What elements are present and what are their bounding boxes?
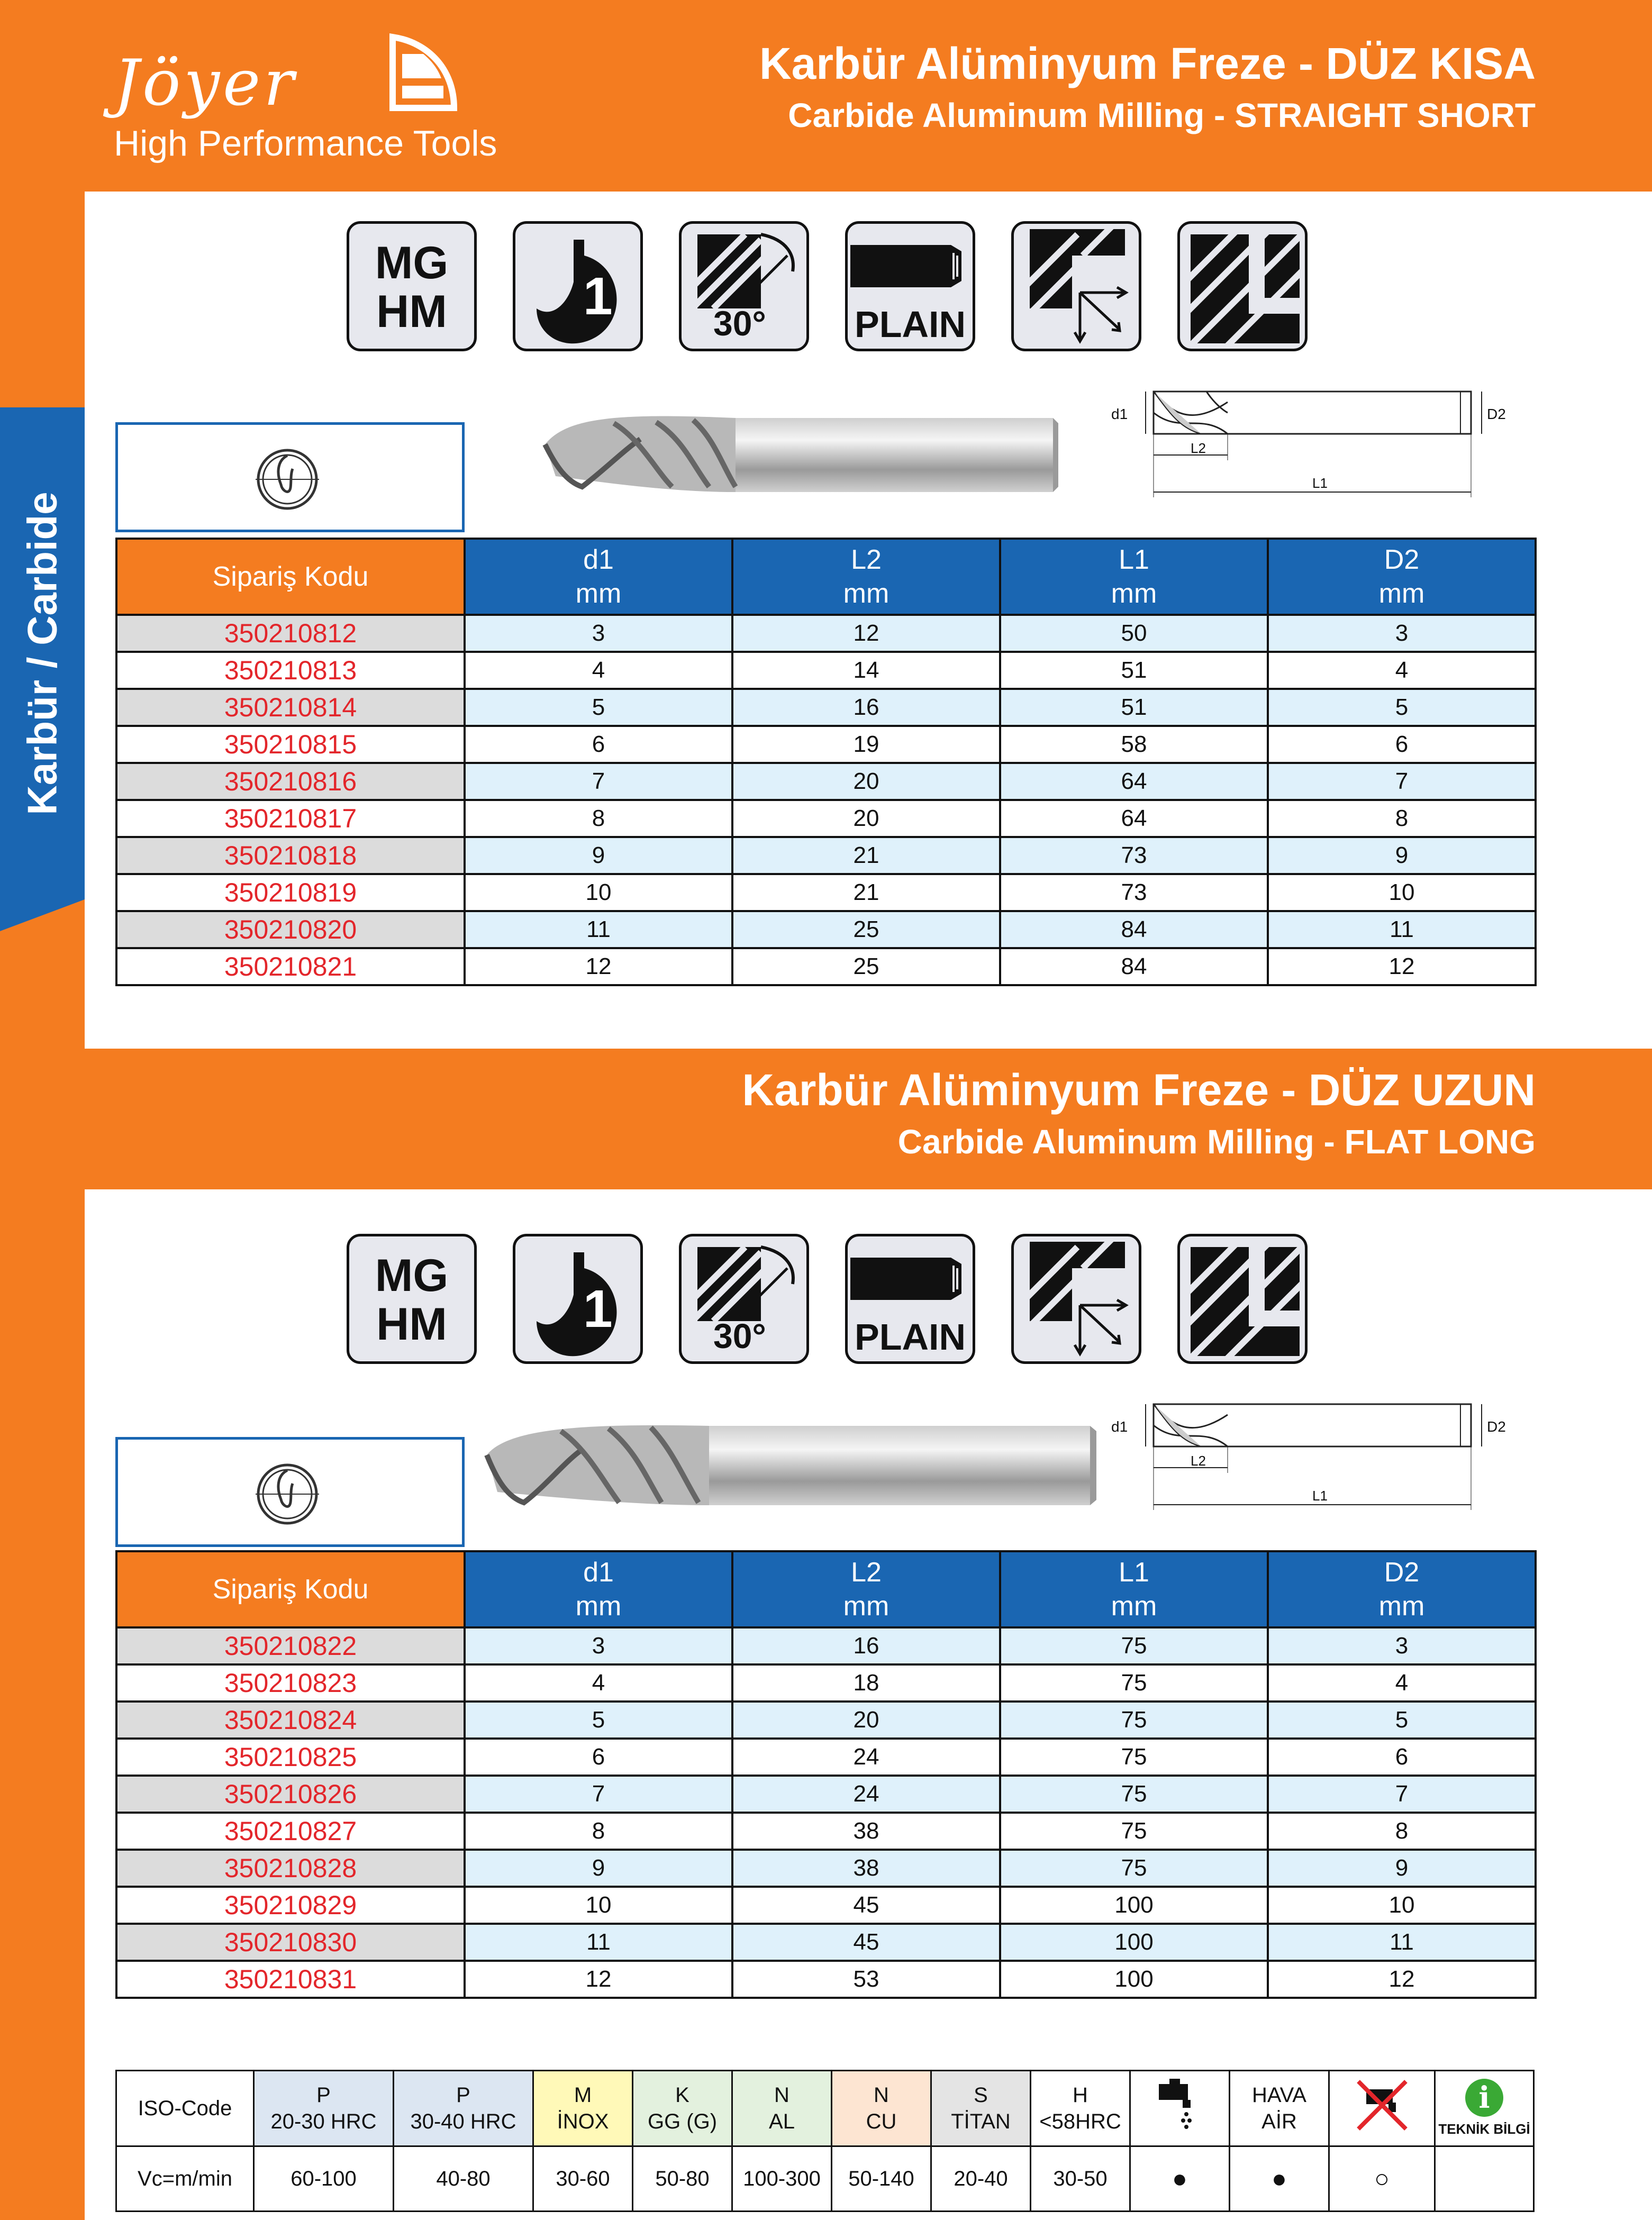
iso-col-s: S TİTAN — [931, 2071, 1031, 2146]
iso-col-p2: P 30-40 HRC — [394, 2071, 533, 2146]
section2-icon-row — [347, 1234, 1308, 1364]
l2-cell: 16 — [732, 689, 1000, 726]
d1-cell: 10 — [465, 1887, 732, 1924]
order-code-cell: 350210812 — [116, 615, 465, 652]
side-tab-corner — [0, 899, 85, 931]
technical-info-cell — [1435, 2071, 1534, 2146]
section1-spec-table — [115, 538, 1537, 986]
header-order-code: Sipariş Kodu — [116, 1551, 465, 1627]
l1-cell: 100 — [1000, 1961, 1268, 1998]
l1-cell: 64 — [1000, 800, 1268, 837]
table-row — [116, 615, 1536, 652]
l1-cell: 75 — [1000, 1813, 1268, 1850]
iso-col-n-al: N AL — [732, 2071, 832, 2146]
plain-shank-icon: PLAIN — [845, 1234, 975, 1364]
section2-title-en: Carbide Aluminum Milling - FLAT LONG — [897, 1123, 1536, 1161]
l2-cell: 38 — [732, 1813, 1000, 1850]
d2-cell: 4 — [1268, 1664, 1536, 1702]
section2-dimension-diagram — [1101, 1394, 1556, 1521]
l2-cell: 12 — [732, 615, 1000, 652]
side-tab — [0, 407, 85, 899]
order-code-cell: 350210828 — [116, 1850, 465, 1887]
l2-cell: 25 — [732, 911, 1000, 948]
section2-title-tr: Karbür Alüminyum Freze - DÜZ UZUN — [742, 1065, 1536, 1115]
side-tab-label: Karbür / Carbide — [19, 492, 66, 815]
d2-cell: 7 — [1268, 763, 1536, 800]
l2-cell: 21 — [732, 874, 1000, 911]
vc-k: 50-80 — [633, 2146, 732, 2212]
d1-cell: 3 — [465, 615, 732, 652]
table-row — [116, 1739, 1536, 1776]
vc-n-cu: 50-140 — [832, 2146, 931, 2212]
l2-cell: 16 — [732, 1627, 1000, 1664]
d1-cell: 4 — [465, 652, 732, 689]
d1-cell: 3 — [465, 1627, 732, 1664]
table-row — [116, 652, 1536, 689]
order-code-cell: 350210813 — [116, 652, 465, 689]
d2-cell: 10 — [1268, 874, 1536, 911]
slotting-icon — [1177, 221, 1308, 351]
no-coolant-icon — [1350, 2076, 1414, 2134]
section1-dimension-diagram — [1101, 381, 1556, 508]
table-header-row — [116, 539, 1536, 615]
iso-cutting-speed-table — [115, 2070, 1535, 2212]
header-d2: D2 mm — [1268, 1551, 1536, 1627]
l1-cell: 50 — [1000, 615, 1268, 652]
header-l1: L1 mm — [1000, 539, 1268, 615]
air-cell: HAVA AİR — [1230, 2071, 1329, 2146]
table-row — [116, 800, 1536, 837]
coolant-icon-cell — [1130, 2071, 1230, 2146]
header-d2: D2 mm — [1268, 539, 1536, 615]
order-code-cell: 350210814 — [116, 689, 465, 726]
d1-cell: 10 — [465, 874, 732, 911]
vc-p1: 60-100 — [254, 2146, 394, 2212]
d2-cell: 8 — [1268, 1813, 1536, 1850]
d2-cell: 7 — [1268, 1776, 1536, 1813]
l2-label: L2 — [1191, 1453, 1206, 1469]
d1-cell: 9 — [465, 837, 732, 874]
table-row — [116, 763, 1536, 800]
d1-cell: 4 — [465, 1664, 732, 1702]
d1-cell: 11 — [465, 911, 732, 948]
header-order-code: Sipariş Kodu — [116, 539, 465, 615]
technical-info-label: TEKNİK BİLGİ — [1438, 2121, 1530, 2137]
table-row — [116, 948, 1536, 985]
d1-cell: 8 — [465, 800, 732, 837]
l2-cell: 21 — [732, 837, 1000, 874]
l2-cell: 18 — [732, 1664, 1000, 1702]
d1-label: d1 — [1111, 406, 1128, 422]
l1-cell: 100 — [1000, 1887, 1268, 1924]
d1-cell: 7 — [465, 763, 732, 800]
table-row — [116, 1850, 1536, 1887]
order-code-cell: 350210819 — [116, 874, 465, 911]
section2-tool-image — [476, 1413, 1101, 1518]
d1-cell: 5 — [465, 1702, 732, 1739]
air-suitable-mark: ● — [1230, 2146, 1329, 2212]
order-code-cell: 350210831 — [116, 1961, 465, 1998]
section2-spec-table — [115, 1550, 1537, 1999]
order-code-cell: 350210824 — [116, 1702, 465, 1739]
l2-cell: 20 — [732, 1702, 1000, 1739]
iso-code-row — [116, 2071, 1534, 2146]
plain-shank-icon: PLAIN — [845, 221, 975, 351]
l1-cell: 100 — [1000, 1924, 1268, 1961]
section1-tool-image — [534, 407, 1064, 503]
vc-m: 30-60 — [533, 2146, 633, 2212]
d1-cell: 8 — [465, 1813, 732, 1850]
l1-cell: 75 — [1000, 1664, 1268, 1702]
order-code-cell: 350210818 — [116, 837, 465, 874]
d2-label: D2 — [1487, 1418, 1506, 1435]
d1-cell: 12 — [465, 1961, 732, 1998]
d2-cell: 5 — [1268, 1702, 1536, 1739]
d1-cell: 7 — [465, 1776, 732, 1813]
single-flute-icon: 1 — [513, 1234, 643, 1364]
d2-cell: 9 — [1268, 837, 1536, 874]
order-code-cell: 350210829 — [116, 1887, 465, 1924]
l2-cell: 38 — [732, 1850, 1000, 1887]
header-l2: L2 mm — [732, 1551, 1000, 1627]
info-empty — [1435, 2146, 1534, 2212]
section2-profile-box — [115, 1437, 465, 1547]
iso-col-m: M İNOX — [533, 2071, 633, 2146]
l1-label: L1 — [1312, 1488, 1328, 1504]
section1-title-en: Carbide Aluminum Milling - STRAIGHT SHORT — [788, 96, 1536, 134]
table-row — [116, 1961, 1536, 1998]
order-code-cell: 350210821 — [116, 948, 465, 985]
coolant-icon — [1154, 2076, 1206, 2134]
l2-label: L2 — [1191, 440, 1206, 456]
order-code-cell: 350210822 — [116, 1627, 465, 1664]
coolant-suitable-mark: ● — [1130, 2146, 1230, 2212]
l2-cell: 53 — [732, 1961, 1000, 1998]
helix-angle-icon: 30° — [679, 1234, 809, 1364]
header-d1: d1 mm — [465, 1551, 732, 1627]
iso-col-p1: P 20-30 HRC — [254, 2071, 394, 2146]
d2-cell: 8 — [1268, 800, 1536, 837]
section1-title-tr: Karbür Alüminyum Freze - DÜZ KISA — [759, 39, 1536, 88]
order-code-cell: 350210817 — [116, 800, 465, 837]
iso-col-k: K GG (G) — [633, 2071, 732, 2146]
l2-cell: 19 — [732, 726, 1000, 763]
d1-cell: 11 — [465, 1924, 732, 1961]
order-code-cell: 350210820 — [116, 911, 465, 948]
dry-icon-cell — [1329, 2071, 1435, 2146]
table-row — [116, 689, 1536, 726]
l1-cell: 73 — [1000, 837, 1268, 874]
order-code-cell: 350210815 — [116, 726, 465, 763]
l1-cell: 75 — [1000, 1739, 1268, 1776]
material-icon: MG HM — [347, 221, 477, 351]
vc-p2: 40-80 — [394, 2146, 533, 2212]
d2-cell: 12 — [1268, 948, 1536, 985]
d1-cell: 6 — [465, 1739, 732, 1776]
table-row — [116, 837, 1536, 874]
l1-cell: 75 — [1000, 1702, 1268, 1739]
d1-cell: 5 — [465, 689, 732, 726]
l2-cell: 25 — [732, 948, 1000, 985]
l2-cell: 24 — [732, 1739, 1000, 1776]
header-l1: L1 mm — [1000, 1551, 1268, 1627]
d2-cell: 11 — [1268, 911, 1536, 948]
header-l2: L2 mm — [732, 539, 1000, 615]
section1-profile-box — [115, 422, 465, 532]
d2-label: D2 — [1487, 406, 1506, 422]
table-row — [116, 1627, 1536, 1664]
l1-cell: 51 — [1000, 689, 1268, 726]
vc-h: 30-50 — [1031, 2146, 1130, 2212]
d1-cell: 6 — [465, 726, 732, 763]
d2-cell: 6 — [1268, 1739, 1536, 1776]
cross-section-icon — [250, 445, 324, 514]
info-icon[interactable]: i — [1465, 2079, 1503, 2117]
l2-cell: 24 — [732, 1776, 1000, 1813]
l2-cell: 45 — [732, 1924, 1000, 1961]
l2-cell: 45 — [732, 1887, 1000, 1924]
l1-label: L1 — [1312, 475, 1328, 491]
l2-cell: 14 — [732, 652, 1000, 689]
d2-cell: 3 — [1268, 1627, 1536, 1664]
brand-logo-text: Jöyer — [114, 47, 297, 120]
vc-s: 20-40 — [931, 2146, 1031, 2212]
cutting-direction-icon — [1011, 1234, 1141, 1364]
table-row — [116, 1702, 1536, 1739]
vc-row — [116, 2146, 1534, 2212]
order-code-cell: 350210827 — [116, 1813, 465, 1850]
iso-col-n-cu: N CU — [832, 2071, 931, 2146]
d1-cell: 12 — [465, 948, 732, 985]
d1-label: d1 — [1111, 1418, 1128, 1435]
d2-cell: 11 — [1268, 1924, 1536, 1961]
table-row — [116, 1924, 1536, 1961]
d2-cell: 3 — [1268, 615, 1536, 652]
d1-cell: 9 — [465, 1850, 732, 1887]
table-row — [116, 726, 1536, 763]
order-code-cell: 350210825 — [116, 1739, 465, 1776]
brand-logo-icon — [386, 33, 460, 112]
d2-cell: 5 — [1268, 689, 1536, 726]
l1-cell: 51 — [1000, 652, 1268, 689]
iso-col-h: H <58HRC — [1031, 2071, 1130, 2146]
table-row — [116, 1813, 1536, 1850]
l2-cell: 20 — [732, 763, 1000, 800]
order-code-cell: 350210823 — [116, 1664, 465, 1702]
table-row — [116, 874, 1536, 911]
l1-cell: 84 — [1000, 948, 1268, 985]
brand-tagline: High Performance Tools — [114, 123, 497, 163]
d2-cell: 12 — [1268, 1961, 1536, 1998]
vc-n-al: 100-300 — [732, 2146, 832, 2212]
table-row — [116, 1664, 1536, 1702]
d2-cell: 10 — [1268, 1887, 1536, 1924]
table-header-row — [116, 1551, 1536, 1627]
slotting-icon — [1177, 1234, 1308, 1364]
table-row — [116, 1887, 1536, 1924]
vc-label: Vc=m/min — [116, 2146, 254, 2212]
section1-icon-row — [347, 221, 1308, 351]
l1-cell: 75 — [1000, 1627, 1268, 1664]
l2-cell: 20 — [732, 800, 1000, 837]
l1-cell: 75 — [1000, 1850, 1268, 1887]
l1-cell: 75 — [1000, 1776, 1268, 1813]
order-code-cell: 350210826 — [116, 1776, 465, 1813]
order-code-cell: 350210830 — [116, 1924, 465, 1961]
header-d1: d1 mm — [465, 539, 732, 615]
iso-code-label: ISO-Code — [116, 2071, 254, 2146]
d2-cell: 9 — [1268, 1850, 1536, 1887]
table-row — [116, 1776, 1536, 1813]
dry-suitable-mark: ○ — [1329, 2146, 1435, 2212]
cutting-direction-icon — [1011, 221, 1141, 351]
d2-cell: 6 — [1268, 726, 1536, 763]
table-row — [116, 911, 1536, 948]
material-icon: MG HM — [347, 1234, 477, 1364]
order-code-cell: 350210816 — [116, 763, 465, 800]
single-flute-icon: 1 — [513, 221, 643, 351]
l1-cell: 58 — [1000, 726, 1268, 763]
l1-cell: 84 — [1000, 911, 1268, 948]
cross-section-icon — [250, 1460, 324, 1528]
helix-angle-icon: 30° — [679, 221, 809, 351]
d2-cell: 4 — [1268, 652, 1536, 689]
l1-cell: 64 — [1000, 763, 1268, 800]
l1-cell: 73 — [1000, 874, 1268, 911]
